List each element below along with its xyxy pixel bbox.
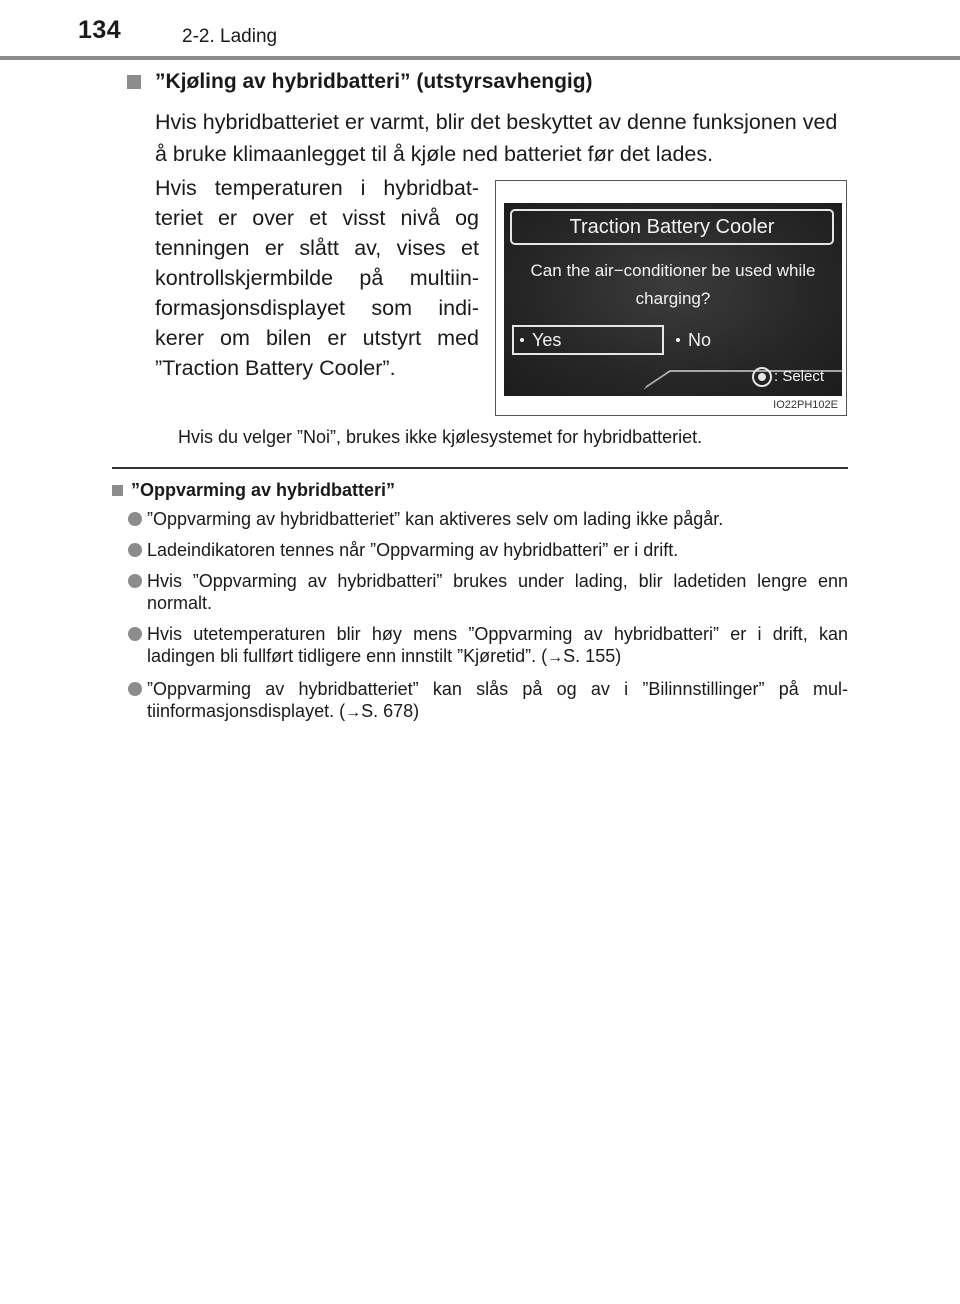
arrow-right-icon: → xyxy=(345,704,362,721)
heating-bullet-list xyxy=(128,508,848,733)
intro-paragraph: Hvis hybridbatteriet er varmt, blir det beskyttet av denne funksjonen ved å bruke klimaanlegget til å kjøle ned batteriet før det lades. xyxy=(155,110,838,166)
section-heading-heating xyxy=(112,480,395,501)
heading-text: ”Kjøling av hybridbatteri” (utstyrsavhengig) xyxy=(155,70,593,93)
bullet-dot-icon xyxy=(520,338,524,342)
header-divider xyxy=(0,56,960,60)
bullet-dot-icon xyxy=(676,338,680,342)
description-paragraph: Hvis temperaturen i hybridbatteriet er over et visst nivå og tenningen er slått av, vises et kontrollskjermbilde på multiinformasjonsdisplayet som indikerer om bilen er utstyrt med ”Traction Battery Cooler”. xyxy=(155,176,479,380)
arrow-right-icon: → xyxy=(547,649,564,666)
circle-bullet-icon xyxy=(128,682,142,696)
heading-text: ”Oppvarming av hybridbatteri” xyxy=(131,480,396,500)
page-reference-link[interactable]: S. 678 xyxy=(361,701,414,721)
figure-caption: Hvis du velger ”Noi”, brukes ikke kjølesystemet for hybridbatteriet. xyxy=(178,427,703,447)
circle-bullet-icon xyxy=(128,543,142,557)
circle-bullet-icon xyxy=(128,627,142,641)
option-yes-label: Yes xyxy=(532,329,562,350)
option-no-label: No xyxy=(688,329,712,350)
section-reference: 2-2. Lading xyxy=(182,26,278,47)
screen-question: Can the air−conditioner be used while charging? xyxy=(530,261,816,308)
screen-title: Traction Battery Cooler xyxy=(510,209,834,245)
option-no xyxy=(676,325,826,355)
control-knob-icon xyxy=(752,367,772,387)
multi-info-display-screen xyxy=(504,203,842,396)
section-heading-cooling xyxy=(127,70,593,94)
option-yes xyxy=(512,325,664,355)
list-item: ”Oppvarming av hybridbatteriet” kan aktiveres selv om lading ikke pågår. xyxy=(128,508,848,530)
list-item: ”Oppvarming av hybridbatteriet” kan slås på og av i ”Bilinnstillinger” på multiinformasjonsdisplayet. (→S. 678) xyxy=(128,678,848,724)
square-bullet-icon xyxy=(127,75,141,89)
list-item: Hvis ”Oppvarming av hybridbatteri” brukes under lading, blir ladetiden lengre enn normalt. xyxy=(128,570,848,614)
page-header xyxy=(0,0,960,62)
list-item: Hvis utetemperaturen blir høy mens ”Oppvarming av hybridbatteri” er i drift, kan ladingen bli fullført tidligere enn innstilt ”Kjøretid”. (→S. 155) xyxy=(128,623,848,669)
display-illustration xyxy=(495,180,847,416)
list-item: Ladeindikatoren tennes når ”Oppvarming av hybridbatteri” er i drift. xyxy=(128,539,848,561)
figure-id: IO22PH102E xyxy=(773,399,838,411)
circle-bullet-icon xyxy=(128,512,142,526)
section-divider xyxy=(112,467,848,469)
circle-bullet-icon xyxy=(128,574,142,588)
page-reference-link[interactable]: S. 155 xyxy=(563,646,616,666)
square-bullet-icon xyxy=(112,485,123,496)
page-number: 134 xyxy=(78,16,122,44)
select-hint: : Select xyxy=(774,368,825,385)
